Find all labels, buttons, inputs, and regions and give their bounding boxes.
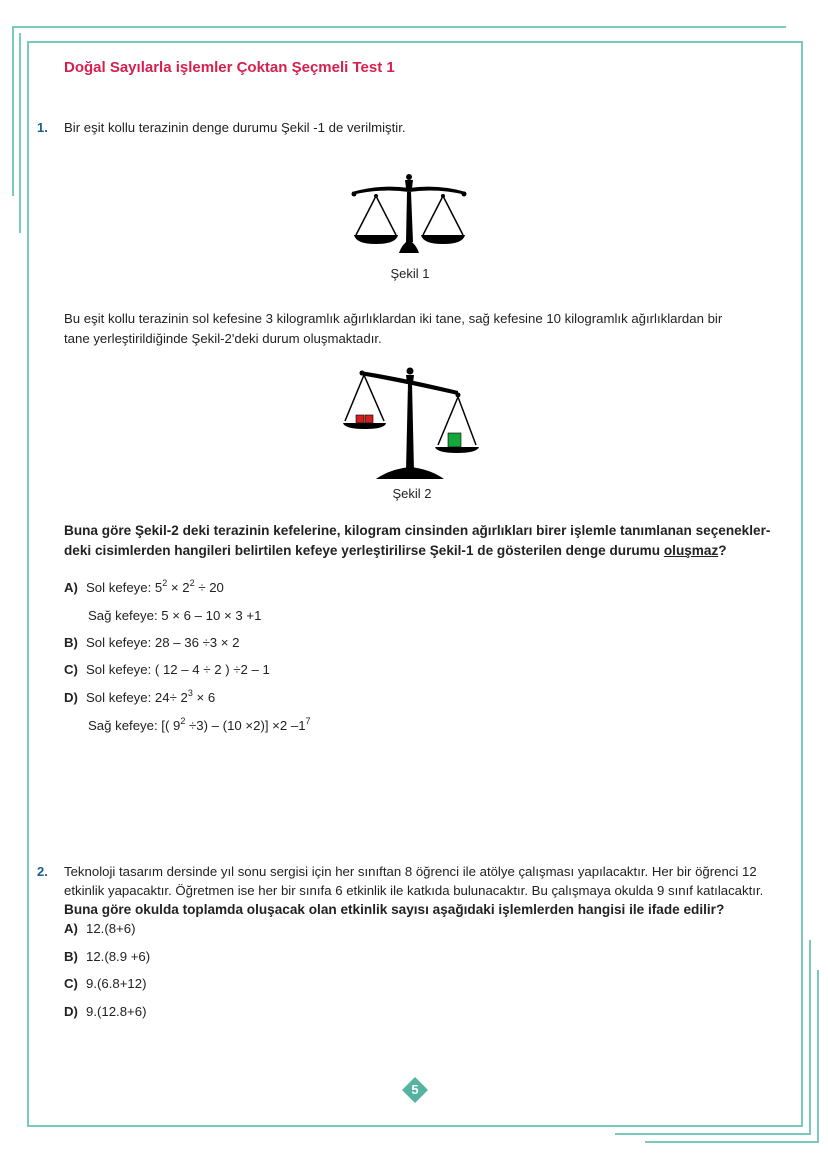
figure-1-caption: Şekil 1 (390, 266, 430, 281)
question-1-prompt-line2-main: deki cisimlerden hangileri belirtilen kefeye yerleştirilirse Şekil-1 de gösterilen denge durumu (64, 543, 664, 558)
question-1-paragraph-line1: Bu eşit kollu terazinin sol kefesine 3 kilogramlık ağırlıklardan iki tane, sağ kefesine 10 kilogramlık ağırlıklardan bir (64, 311, 723, 326)
frame-right-line-outer (817, 970, 819, 1142)
option-d-right-mid: ÷3) – (10 ×2)] ×2 –1 (185, 718, 306, 733)
frame-bottom-line-outer (645, 1141, 819, 1143)
question-1-intro: Bir eşit kollu terazinin denge durumu Şekil -1 de verilmiştir. (64, 120, 406, 135)
option-d-letter: D) (64, 690, 78, 705)
q2-option-d[interactable] (64, 1004, 146, 1019)
negation-keyword: oluşmaz (663, 543, 719, 558)
frame-top-line (12, 26, 786, 28)
option-a-letter: A) (64, 580, 78, 595)
frame-top-line-inner (27, 41, 803, 43)
q2-option-d-text: 9.(12.8+6) (86, 1004, 147, 1019)
option-a-left-end: ÷ 20 (194, 580, 224, 595)
option-b-letter: B) (64, 635, 78, 650)
frame-left-line-outer (12, 26, 14, 196)
q2-option-b-letter: B) (64, 949, 78, 964)
q2-option-d-letter: D) (64, 1004, 78, 1019)
option-c[interactable] (64, 662, 270, 677)
frame-bottom-line-mid (615, 1133, 811, 1135)
frame-left-line-mid (19, 33, 21, 233)
option-d-left-text: Sol kefeye: 24÷ 2 (86, 690, 188, 705)
option-a-exponent-2: 2 (189, 578, 195, 588)
frame-right-line (801, 41, 803, 1127)
q2-option-b[interactable] (64, 949, 150, 964)
option-a-left-text: Sol kefeye: 5 (86, 580, 163, 595)
option-d-right-pan (88, 718, 311, 733)
q2-option-a-text: 12.(8+6) (86, 921, 136, 936)
option-d-left-end: × 6 (192, 690, 216, 705)
option-c-text: Sol kefeye: ( 12 – 4 ÷ 2 ) ÷2 – 1 (86, 662, 270, 677)
q2-option-a[interactable] (64, 921, 136, 936)
option-a-left-mid: × 2 (167, 580, 190, 595)
option-b-text: Sol kefeye: 28 – 36 ÷3 × 2 (86, 635, 240, 650)
frame-bottom-line (27, 1125, 803, 1127)
q2-option-c-letter: C) (64, 976, 78, 991)
option-d-right-text: Sağ kefeye: [( 9 (88, 718, 181, 733)
question-2-line1: Teknoloji tasarım dersinde yıl sonu sergisi için her sınıftan 8 öğrenci ile atölye çalışması yapılacaktır. Her bir öğrenci 12 (64, 864, 757, 879)
option-d-exponent: 3 (187, 688, 193, 698)
question-2-prompt: Buna göre okulda toplamda oluşacak olan etkinlik sayısı aşağıdaki işlemlerden hangisi ile ifade edilir? (64, 902, 725, 917)
option-d[interactable] (64, 690, 215, 705)
question-1-prompt-end: ? (718, 543, 727, 558)
page-title: Doğal Sayılarla işlemler Çoktan Şeçmeli Test 1 (64, 59, 395, 76)
balanced-scale-figure (350, 172, 470, 258)
question-1-paragraph-line2: tane yerleştirildiğinde Şekil-2'deki durum oluşmaktadır. (64, 331, 382, 346)
frame-right-line-mid (809, 940, 811, 1134)
option-a-right-pan: Sağ kefeye: 5 × 6 – 10 × 3 +1 (88, 608, 262, 623)
option-c-letter: C) (64, 662, 78, 677)
q2-option-a-letter: A) (64, 921, 78, 936)
question-1-number: 1. (37, 120, 48, 135)
option-d-right-exponent-1: 2 (180, 716, 186, 726)
page-number: 5 (411, 1082, 419, 1097)
option-b[interactable] (64, 635, 240, 650)
option-a[interactable] (64, 580, 224, 595)
option-a-exponent-1: 2 (162, 578, 168, 588)
q2-option-c-text: 9.(6.8+12) (86, 976, 147, 991)
q2-option-c[interactable] (64, 976, 146, 991)
option-d-right-exponent-2: 7 (305, 716, 311, 726)
question-2-line2: etkinlik yapacaktır. Öğretmen ise her bir sınıfa 6 etkinlik ile katkıda bulunacaktır. Bu çalışmaya okulda 9 sınıf katılacaktır. (64, 883, 764, 898)
tilted-scale-figure (340, 365, 480, 487)
question-1-prompt-line2 (64, 541, 727, 561)
page-number-badge (402, 1077, 428, 1103)
question-2-number: 2. (37, 864, 48, 879)
figure-2-caption: Şekil 2 (392, 486, 432, 501)
question-1-prompt-line1: Buna göre Şekil-2 deki terazinin kefelerine, kilogram cinsinden ağırlıkları birer işlemle tanımlanan seçenekler- (64, 523, 771, 538)
frame-left-line (27, 41, 29, 1127)
q2-option-b-text: 12.(8.9 +6) (86, 949, 151, 964)
